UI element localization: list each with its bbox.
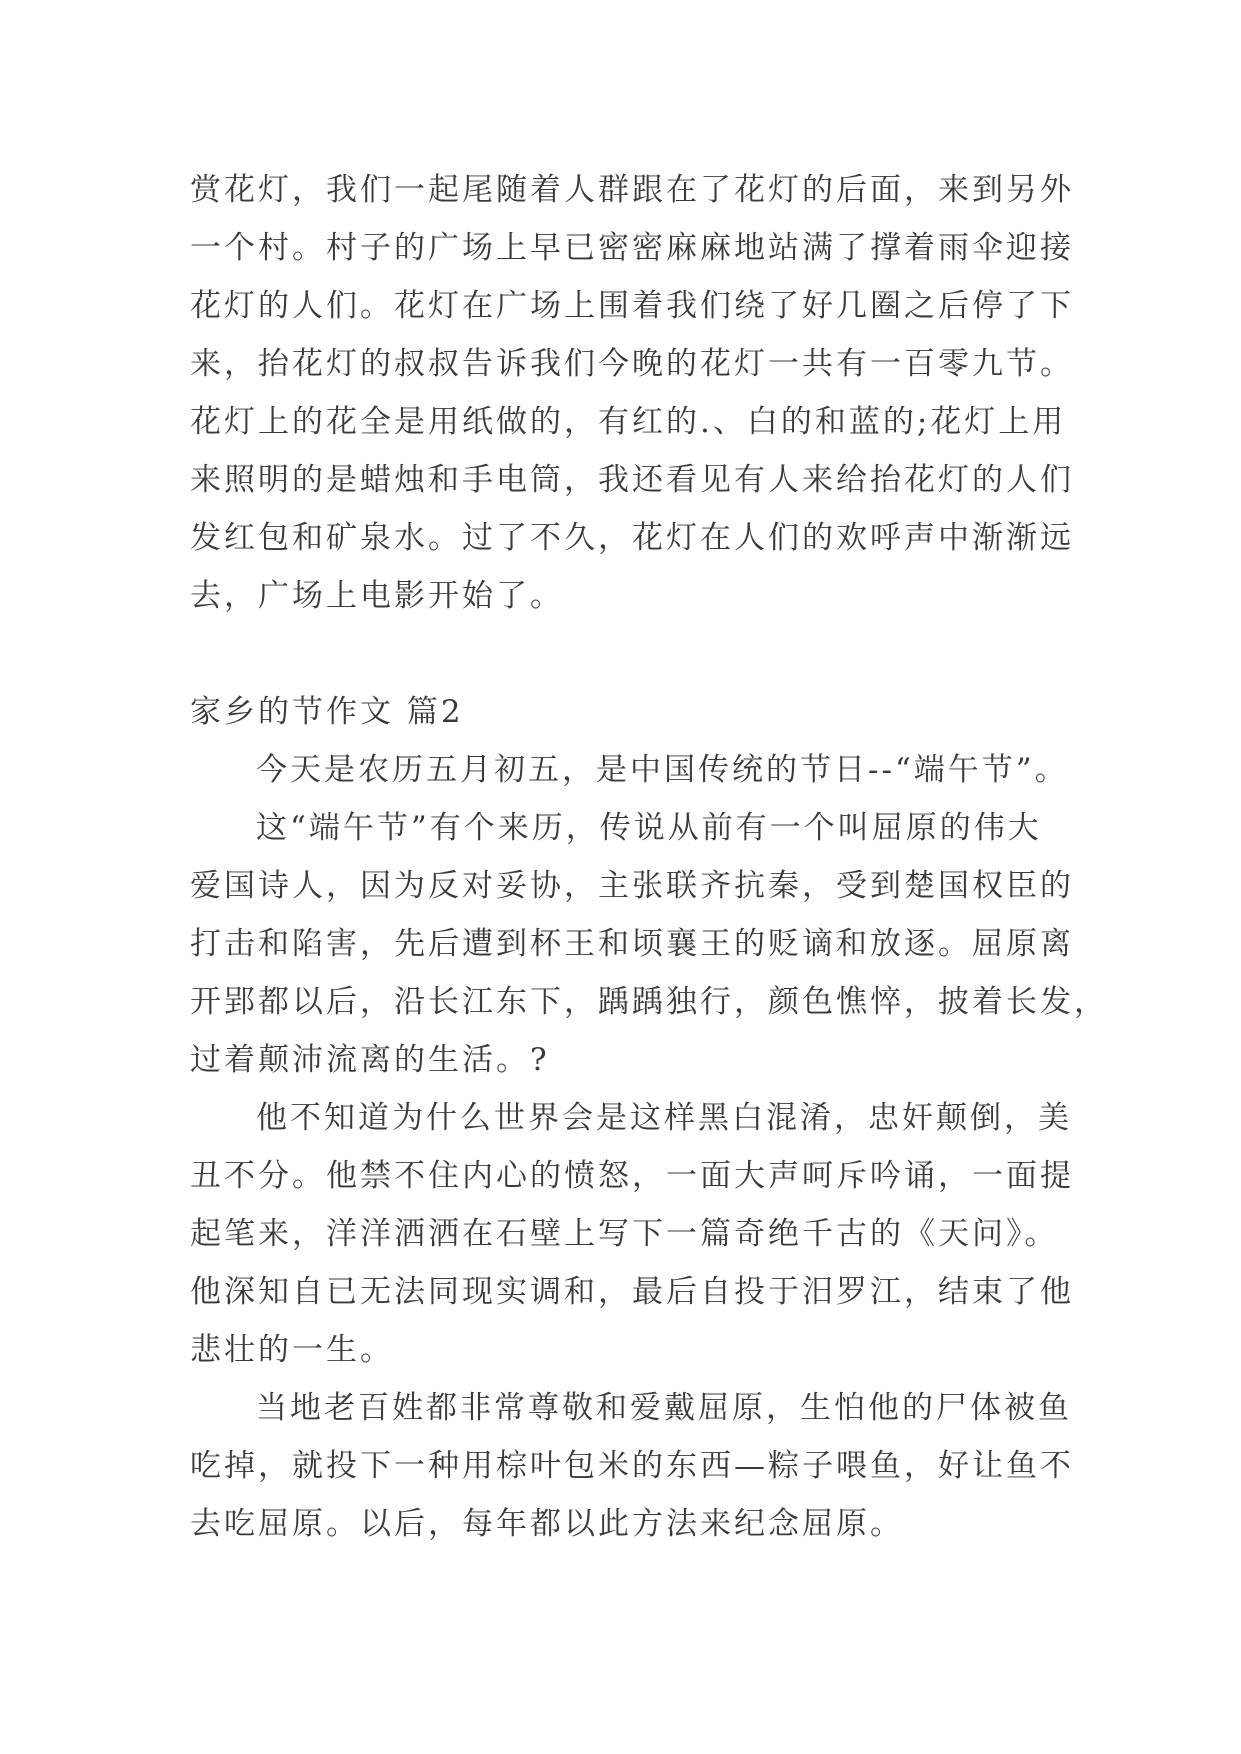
text-line: 今天是农历五月初五，是中国传统的节日--“端午节”。 — [256, 752, 1069, 788]
text-line: 开郢都以后，沿长江东下，踽踽独行，颜色憔悴，披着长发， — [190, 984, 1108, 1020]
paragraph-zongzi — [190, 1379, 1074, 1553]
text-line: 他不知道为什么世界会是这样黑白混淆，忠奸颠倒，美 — [256, 1100, 1072, 1136]
text-line: 这“端午节”有个来历，传说从前有一个叫屈原的伟大 — [256, 810, 1042, 846]
text-line: 花灯的人们。花灯在广场上围着我们绕了好几圈之后停了下 — [190, 288, 1074, 324]
text-line: 去，广场上电影开始了。 — [190, 578, 564, 614]
text-line: 发红包和矿泉水。过了不久，花灯在人们的欢呼声中渐渐远 — [190, 520, 1074, 556]
text-line: 吃掉，就投下一种用棕叶包米的东西—粽子喂鱼，好让鱼不 — [190, 1448, 1074, 1484]
text-line: 悲壮的一生。 — [190, 1332, 394, 1368]
text-line: 来照明的是蜡烛和手电筒，我还看见有人来给抬花灯的人们 — [190, 462, 1074, 498]
text-line: 赏花灯，我们一起尾随着人群跟在了花灯的后面，来到另外 — [190, 172, 1074, 208]
text-line: 去吃屈原。以后，每年都以此方法来纪念屈原。 — [190, 1506, 904, 1542]
paragraph-lantern-story — [190, 161, 1074, 625]
text-line: 爱国诗人，因为反对妥协，主张联齐抗秦，受到楚国权臣的 — [190, 868, 1074, 904]
text-line: 打击和陷害，先后遭到杯王和顷襄王的贬谪和放逐。屈原离 — [190, 926, 1074, 962]
paragraph-origin — [190, 799, 1108, 1089]
paragraph-tianwen — [190, 1089, 1074, 1379]
text-line: 他深知自已无法同现实调和，最后自投于汨罗江，结束了他 — [190, 1274, 1074, 1310]
paragraph-intro — [190, 741, 1070, 799]
document-body — [190, 161, 1108, 1553]
section-spacer — [190, 625, 1070, 683]
text-line: 丑不分。他禁不住内心的愤怒，一面大声呵斥吟诵，一面提 — [190, 1158, 1074, 1194]
text-line: 当地老百姓都非常尊敬和爱戴屈原，生怕他的尸体被鱼 — [256, 1390, 1072, 1426]
text-line: 来，抬花灯的叔叔告诉我们今晚的花灯一共有一百零九节。 — [190, 346, 1074, 382]
text-line: 一个村。村子的广场上早已密密麻麻地站满了撑着雨伞迎接 — [190, 230, 1074, 266]
text-line: 花灯上的花全是用纸做的，有红的.、白的和蓝的;花灯上用 — [190, 404, 1067, 440]
section-heading: 家乡的节作文 篇2 — [190, 694, 464, 730]
text-line: 起笔来，洋洋洒洒在石壁上写下一篇奇绝千古的《天问》。 — [190, 1216, 1059, 1252]
text-line: 过着颠沛流离的生活。? — [190, 1042, 550, 1078]
